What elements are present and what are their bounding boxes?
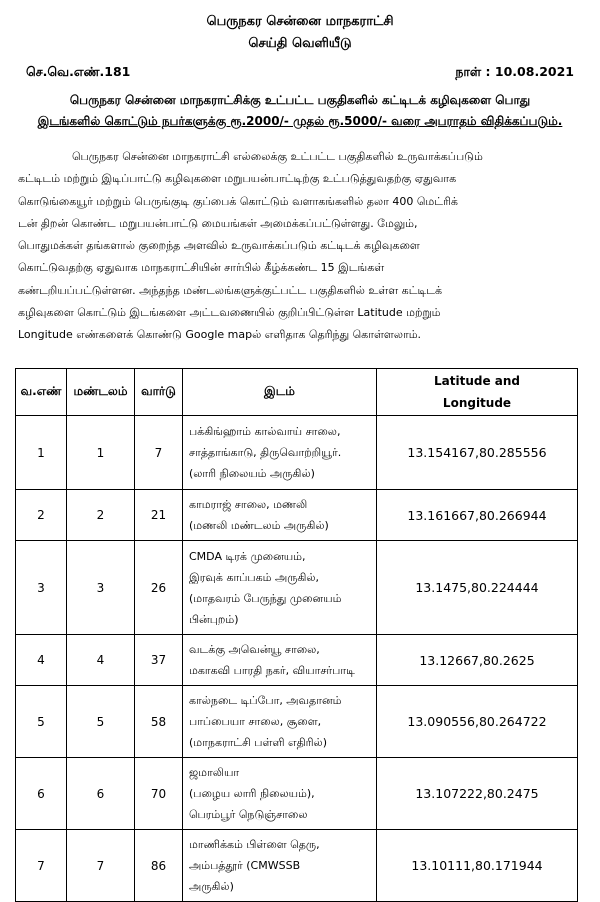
cell-place (183, 541, 377, 635)
cell-serial-number: 6 (16, 758, 67, 830)
cell-place (183, 490, 377, 541)
table-row (16, 830, 578, 902)
place-line: பின்புறம்) (189, 612, 239, 626)
cell-zone: 2 (67, 490, 135, 541)
cell-place (183, 830, 377, 902)
body-line: கொட்டுவதற்கு ஏதுவாக மாநகராட்சியின் சார்பில் கீழ்க்கண்ட 15 இடங்கள் (18, 261, 385, 275)
cell-coordinates: 13.12667,80.2625 (377, 635, 578, 686)
place-line: CMDA டிரக் முனையம், (189, 549, 306, 563)
place-line: இரவுக் காப்பகம் அருகில், (189, 570, 320, 584)
cell-coordinates: 13.10111,80.171944 (377, 830, 578, 902)
body-line: பெருநகர சென்னை மாநகராட்சி எல்லைக்கு உட்பட்ட பகுதிகளில் உருவாக்கப்படும் (72, 150, 483, 163)
body-line: Longitude எண்களைக் கொண்டு Google mapல் எளிதாக தெரிந்து கொள்ளலாம். (18, 328, 422, 342)
place-line: (மணலி மண்டலம் அருகில்) (189, 519, 329, 532)
cell-place (183, 416, 377, 490)
table-row (16, 686, 578, 758)
table-row (16, 541, 578, 635)
body-line: கண்டறியப்பட்டுள்ளன. அந்தந்த மண்டலங்களுக்குட்பட்ட பகுதிகளில் உள்ள கட்டிடக் (18, 283, 442, 297)
cell-coordinates: 13.1475,80.224444 (377, 541, 578, 635)
cell-zone: 6 (67, 758, 135, 830)
cell-serial-number: 7 (16, 830, 67, 902)
cell-zone: 4 (67, 635, 135, 686)
cell-serial-number: 5 (16, 686, 67, 758)
header-lat-long-line-2: Longitude (442, 396, 512, 410)
cell-serial-number: 1 (16, 416, 67, 490)
header-place: இடம் (183, 369, 377, 416)
cell-ward: 70 (135, 758, 183, 830)
body-line: கழிவுகளை கொட்டும் இடங்களை அட்டவணையில் குறிப்பிட்டுள்ள Latitude மற்றும் (18, 306, 441, 320)
place-line: அம்பத்தூர் (CMWSSB (189, 859, 301, 872)
place-line: அருகில்) (189, 880, 234, 893)
place-line: பெரம்பூர் நெடுஞ்சாலை (189, 808, 308, 821)
cell-ward: 86 (135, 830, 183, 902)
place-line: ஜமாலியா (189, 766, 240, 779)
cell-zone: 3 (67, 541, 135, 635)
cell-ward: 37 (135, 635, 183, 686)
cell-place (183, 635, 377, 686)
body-line: பொதுமக்கள் தங்களால் குறைந்த அளவில் உருவாக்கப்படும் கட்டிடக் கழிவுகளை (18, 239, 420, 253)
cell-serial-number: 3 (16, 541, 67, 635)
header-ward: வார்டு (135, 369, 183, 416)
table-row (16, 490, 578, 541)
cell-place (183, 686, 377, 758)
place-line: சாத்தாங்காடு, திருவொற்றியூர். (189, 446, 342, 459)
table-row (16, 758, 578, 830)
place-line: பக்கிங்ஹாம் கால்வாய் சாலை, (189, 425, 341, 438)
cell-ward: 58 (135, 686, 183, 758)
place-line: பாப்பையா சாலை, சூளை, (189, 715, 322, 728)
header-lat-long (377, 369, 578, 416)
header-lat-long-line-1: Latitude and (433, 374, 520, 388)
headline-line-1: பெருநகர சென்னை மாநகராட்சிக்கு உட்பட்ட பகுதிகளில் கட்டிடக் கழிவுகளை பொது (69, 93, 531, 107)
reference-line (26, 64, 574, 81)
cell-coordinates: 13.107222,80.2475 (377, 758, 578, 830)
cell-zone: 1 (67, 416, 135, 490)
organization-title: பெருநகர சென்னை மாநகராட்சி (206, 14, 394, 29)
cell-ward: 26 (135, 541, 183, 635)
document-type: செய்தி வெளியீடு (248, 36, 352, 51)
table-row (16, 635, 578, 686)
place-line: வடக்கு அவென்யூ சாலை, (189, 643, 320, 656)
place-line: மகாகவி பாரதி நகர், வியாசர்பாடி (189, 664, 355, 677)
place-line: கால்நடை டிப்போ, அவதானம் (189, 694, 342, 707)
cell-serial-number: 2 (16, 490, 67, 541)
body-line: டன் திறன் கொண்ட மறுபயன்பாட்டு மையங்கள் அமைக்கப்பட்டுள்ளது. மேலும், (18, 216, 418, 230)
table-header-row (16, 369, 578, 416)
cell-ward: 7 (135, 416, 183, 490)
body-line: கட்டிடம் மற்றும் இடிப்பாட்டு கழிவுகளை மறுபயன்பாட்டிற்கு உட்படுத்துவதற்கு ஏதுவாக (18, 172, 457, 186)
cell-zone: 5 (67, 686, 135, 758)
reference-number: செ.வெ.எண்.181 (26, 64, 131, 79)
header-serial-number: வ.எண் (16, 369, 67, 416)
cell-coordinates: 13.090556,80.264722 (377, 686, 578, 758)
body-paragraph (18, 146, 586, 347)
cell-coordinates: 13.161667,80.266944 (377, 490, 578, 541)
place-line: (மாதவரம் பேருந்து முனையம் (189, 591, 342, 605)
headline (18, 90, 582, 132)
place-line: காமராஜ் சாலை, மணலி (189, 498, 308, 511)
cell-serial-number: 4 (16, 635, 67, 686)
place-line: (பழைய லாரி நிலையம்), (189, 787, 315, 800)
issue-date: நாள் : 10.08.2021 (455, 64, 574, 79)
cell-place (183, 758, 377, 830)
cell-zone: 7 (67, 830, 135, 902)
body-line: கொடுங்கையூர் மற்றும் பெருங்குடி குப்பைக் கொட்டும் வளாகங்களில் தலா 400 மெட்ரிக் (18, 194, 458, 208)
headline-line-2: இடங்களில் கொட்டும் நபர்களுக்கு ரூ.2000/- முதல் ரூ.5000/- வரை அபராதம் விதிக்கப்படும். (37, 114, 563, 128)
table-row (16, 416, 578, 490)
place-line: (லாரி நிலையம் அருகில்) (189, 467, 315, 480)
cell-ward: 21 (135, 490, 183, 541)
header-zone: மண்டலம் (67, 369, 135, 416)
cell-coordinates: 13.154167,80.285556 (377, 416, 578, 490)
place-line: (மாநகராட்சி பள்ளி எதிரில்) (189, 736, 327, 749)
dump-sites-table (15, 368, 578, 902)
place-line: மாணிக்கம் பிள்ளை தெரு, (189, 838, 320, 851)
